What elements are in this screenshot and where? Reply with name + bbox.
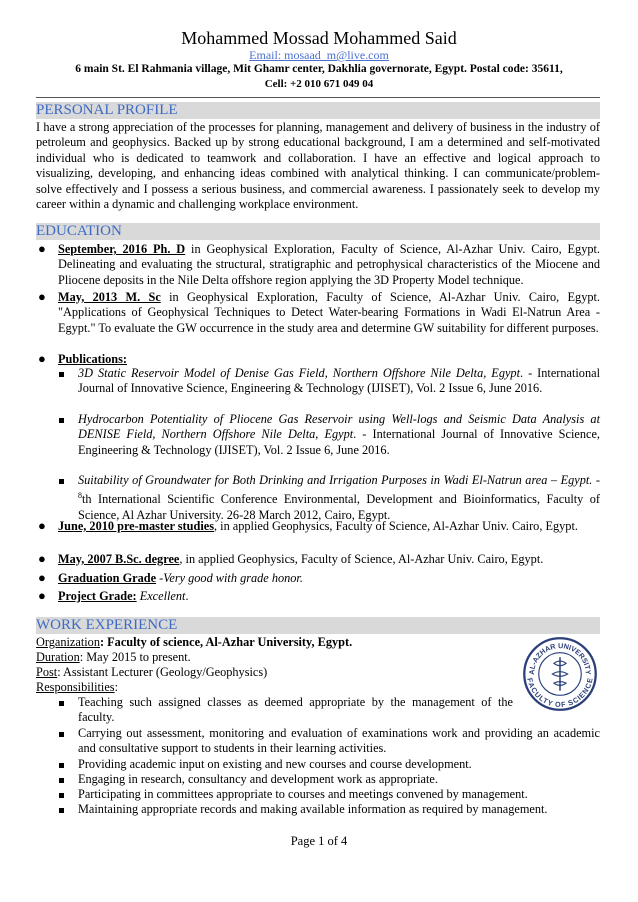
education-project-grade	[58, 589, 600, 604]
phd-title: September, 2016 Ph. D	[58, 242, 186, 256]
responsibility-item: Teaching such assigned classes as deemed appropriate by the management of the faculty.	[78, 695, 513, 725]
square-bullet-icon	[59, 372, 64, 377]
section-heading-education: EDUCATION	[36, 223, 600, 240]
bullet-icon: ●	[38, 241, 46, 256]
cell-line: Cell: +2 010 671 049 04	[264, 78, 374, 90]
resp-label: Responsibilities	[36, 680, 115, 694]
education-premaster	[58, 519, 600, 534]
msc-text: in Geophysical Exploration, Faculty of Science, Al-Azhar Univ. Cairo, Egypt. "Applications of Geophysical Techniques to Detect Water-bearing Formations in Wadi El-Natrun Area - Egypt." To evaluate the GW occurrence in the study area and determine GW suitability for different purposes.	[58, 290, 600, 335]
bullet-icon: ●	[38, 551, 46, 566]
section-heading-work: WORK EXPERIENCE	[36, 617, 600, 634]
pub3-sup: 8	[78, 491, 82, 501]
page-number: Page 1 of 4	[290, 834, 348, 848]
square-bullet-icon	[59, 778, 64, 783]
project-end: .	[185, 589, 189, 603]
pub2-title: Hydrocarbon Potentiality of Pliocene Gas Reservoir using Well-logs and Seismic Data Analysis at DENISE Field, Northern Offshore Nile Delta, Egypt	[78, 412, 600, 442]
pub3-title: Suitability of Groundwater for Both Drinking and Irrigation Purposes in Wadi El-Natrun area – Egypt.	[78, 473, 593, 487]
header-divider	[36, 97, 600, 98]
msc-title: May, 2013 M. Sc	[58, 290, 161, 304]
resp-colon: :	[114, 680, 118, 694]
bullet-icon: ●	[38, 588, 46, 603]
square-bullet-icon	[59, 701, 64, 706]
pub1-text: . - International Journal of Innovative Science, Engineering & Technology (IJISET), Vol. 2 Issue 6, June 2016.	[78, 366, 600, 396]
pub1-title: 3D Static Reservoir Model of Denise Gas Field, Northern Offshore Nile Delta, Egypt	[78, 366, 520, 380]
education-msc	[58, 290, 600, 336]
post-label: Post	[36, 665, 58, 679]
duration-value: : May 2015 to present.	[79, 650, 191, 664]
post-line	[36, 665, 267, 680]
project-title: Project Grade:	[58, 589, 137, 603]
project-text: Excellent	[136, 589, 186, 603]
square-bullet-icon	[59, 732, 64, 737]
svg-text:FACULTY OF SCIENCE: FACULTY OF SCIENCE	[525, 677, 595, 710]
organization-line	[36, 635, 352, 650]
responsibility-item: Participating in committees appropriate to courses and meetings convened by management.	[78, 787, 528, 801]
grad-title: Graduation Grade	[58, 571, 157, 585]
publication-2	[78, 412, 600, 458]
bullet-icon: ●	[38, 289, 46, 304]
bsc-text: , in applied Geophysics, Faculty of Science, Al-Azhar Univ. Cairo, Egypt.	[179, 552, 544, 566]
square-bullet-icon	[59, 793, 64, 798]
publication-3	[78, 473, 600, 523]
pub3-text: th International Scientific Conference Environmental, Development and Bioinformatics, Faculty of Science, Al Azhar University. 26-28 March 2012, Cairo, Egypt.	[78, 492, 600, 522]
publications-title: Publications:	[58, 352, 128, 366]
bullet-icon: ●	[38, 518, 46, 533]
phd-text: in Geophysical Exploration, Faculty of Science, Al-Azhar Univ. Cairo, Egypt. Delineating and evaluating the structural, stratigraphic and petrophysical characteristics of the Miocene and Pliocene deposits in the Nile Delta offshore region applying the 3D Property Model technique.	[58, 242, 600, 287]
square-bullet-icon	[59, 479, 64, 484]
pub2-text: . - International Journal of Innovative Science, Engineering & Technology (IJISET), Vol. 2 Issue 6, June 2016.	[78, 427, 600, 457]
bullet-icon: ●	[38, 570, 46, 585]
square-bullet-icon	[59, 763, 64, 768]
duration-line	[36, 650, 191, 665]
address-line: 6 main St. El Rahmania village, Mit Ghamr center, Dakhlia governorate, Egypt. Postal code: 35611,	[75, 63, 563, 75]
profile-text: I have a strong appreciation of the processes for planning, management and delivery of business in the industry of petroleum and geophysics. Backed up by strong educational background, I am a determined and self-motivated individual who is dedicated to teamwork and collaboration. I have an effective and logical approach to visualizing, developing, and enhancing ideas combined with analytical thinking. I can communicate/problem-solve effectively and I possess a serious business, and commercial awareness. I passionately seek to develop my career within a dynamic and challenging workplace environment.	[36, 120, 600, 212]
duration-label: Duration	[36, 650, 80, 664]
premaster-text: , in applied Geophysics, Faculty of Science, Al-Azhar Univ. Cairo, Egypt.	[214, 519, 578, 533]
education-bsc	[58, 552, 600, 567]
responsibility-item: Carrying out assessment, monitoring and evaluation of examinations work and providing an academic and consultative support to students in their learning activities.	[78, 726, 600, 756]
square-bullet-icon	[59, 418, 64, 423]
responsibility-item: Maintaining appropriate records and making available information as required by management.	[78, 802, 548, 816]
education-grad-grade	[58, 571, 600, 586]
responsibility-item: Providing academic input on existing and new courses and course development.	[78, 757, 472, 771]
email-link[interactable]: Email: mosaad_m@live.com	[249, 48, 389, 62]
responsibilities-line	[36, 680, 118, 695]
applicant-name: Mohammed Mossad Mohammed Said	[181, 28, 457, 48]
org-value: : Faculty of science, Al-Azhar University, Egypt.	[99, 635, 353, 649]
bullet-icon: ●	[38, 351, 46, 366]
org-label: Organization	[36, 635, 100, 649]
pub3-dash: -	[592, 473, 600, 487]
svg-text:AL-AZHAR UNIVERSITY: AL-AZHAR UNIVERSITY	[527, 641, 593, 676]
section-heading-profile: PERSONAL PROFILE	[36, 102, 600, 119]
publication-1	[78, 366, 600, 397]
square-bullet-icon	[59, 808, 64, 813]
bsc-title: May, 2007 B.Sc. degree	[58, 552, 180, 566]
grad-text: -Very good with grade honor.	[156, 571, 303, 585]
responsibility-item: Engaging in research, consultancy and development work as appropriate.	[78, 772, 438, 786]
university-seal-logo	[522, 636, 598, 712]
post-value: : Assistant Lecturer (Geology/Geophysics)	[57, 665, 268, 679]
premaster-title: June, 2010 pre-master studies	[58, 519, 214, 533]
education-phd	[58, 242, 600, 288]
